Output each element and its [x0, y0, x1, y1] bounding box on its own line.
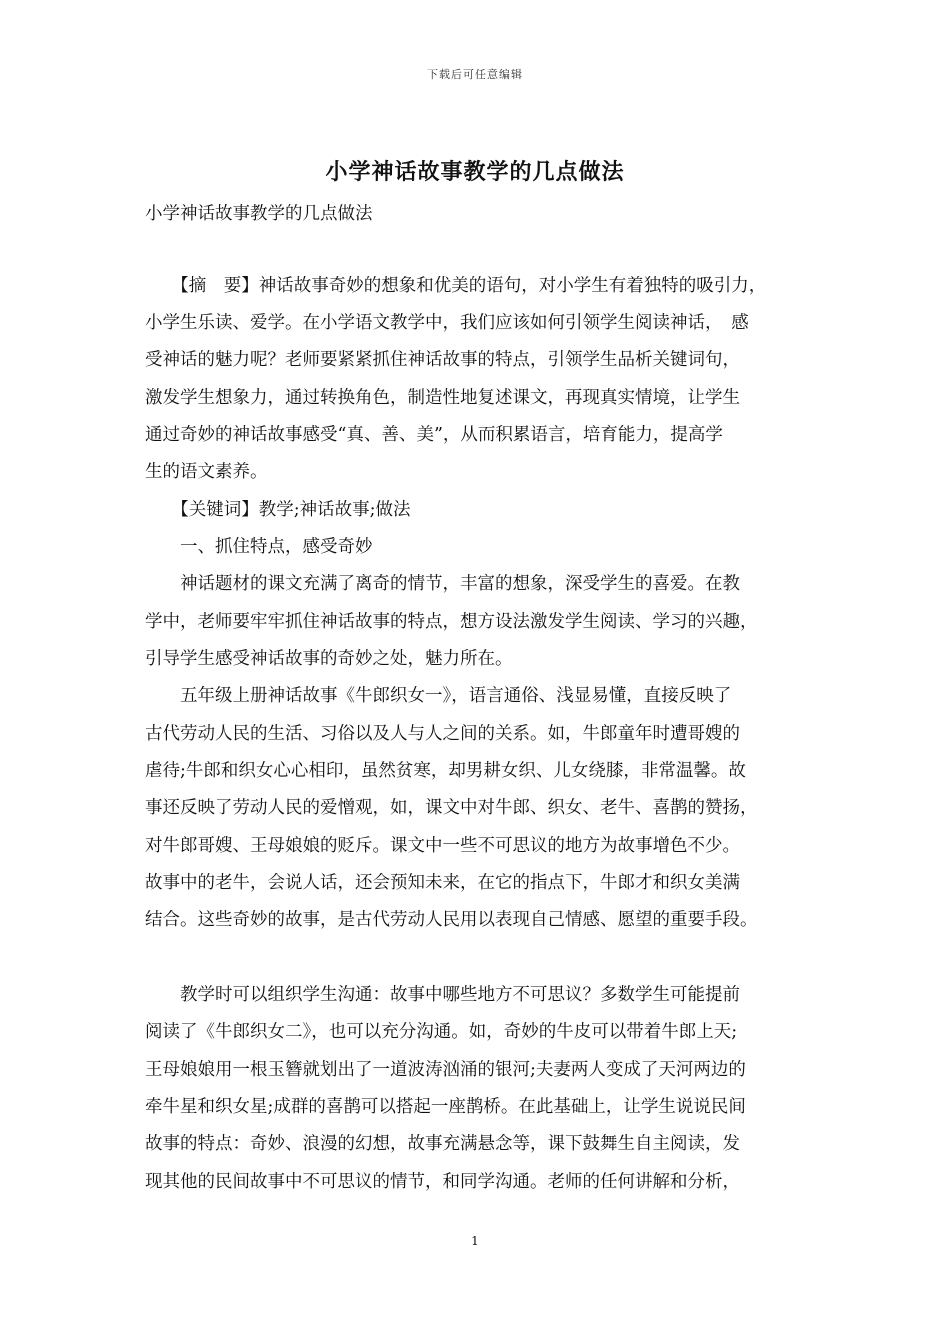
- body-line: 故事中的老牛，会说人话，还会预知未来，在它的指点下，牛郎才和织女美满: [145, 873, 740, 893]
- body-line: 阅读了《牛郎织女二》，也可以充分沟通。如，奇妙的牛皮可以带着牛郎上天;: [145, 1022, 738, 1042]
- document-subtitle: 小学神话故事教学的几点做法: [145, 204, 373, 224]
- body-line: 虐待;牛郎和织女心心相印，虽然贫寒，却男耕女织、儿女绕膝，非常温馨。故: [145, 761, 746, 781]
- body-line: 引导学生感受神话故事的奇妙之处，魅力所在。: [145, 649, 513, 669]
- body-line: 结合。这些奇妙的故事，是古代劳动人民用以表现自己情感、愿望的重要手段。: [145, 910, 758, 930]
- body-line: 五年级上册神话故事《牛郎织女一》，语言通俗、浅显易懂，直接反映了: [145, 686, 732, 706]
- body-line: 通过奇妙的神话故事感受“真、善、美”，从而积累语言，培育能力，提高学: [145, 425, 723, 445]
- body-line: 故事的特点：奇妙、浪漫的幻想，故事充满悬念等，课下鼓舞生自主阅读，发: [145, 1134, 740, 1154]
- body-line: 激发学生想象力，通过转换角色，制造性地复述课文，再现真实情境，让学生: [145, 388, 740, 408]
- body-line: 【摘 要】神话故事奇妙的想象和优美的语句，对小学生有着独特的吸引力，: [145, 276, 767, 296]
- header-note: 下载后可任意编辑: [427, 68, 523, 81]
- body-line: 古代劳动人民的生活、习俗以及人与人之间的关系。如，牛郎童年时遭哥嫂的: [145, 724, 740, 744]
- body-line: 现其他的民间故事中不可思议的情节，和同学沟通。老师的任何讲解和分析，: [145, 1172, 740, 1192]
- body-line: 牵牛星和织女星;成群的喜鹊可以搭起一座鹊桥。在此基础上，让学生说说民间: [145, 1097, 746, 1117]
- body-line: 王母娘娘用一根玉簪就划出了一道波涛汹涌的银河;夫妻两人变成了天河两边的: [145, 1060, 746, 1080]
- document-title: 小学神话故事教学的几点做法: [325, 159, 625, 185]
- body-line: 学中，老师要牢牢抓住神话故事的特点，想方设法激发学生阅读、学习的兴趣，: [145, 612, 758, 632]
- body-line: 【关键词】教学;神话故事;做法: [145, 500, 411, 520]
- body-line: 神话题材的课文充满了离奇的情节，丰富的想象，深受学生的喜爱。在教: [145, 574, 740, 594]
- body-line: 生的语文素养。: [145, 462, 268, 482]
- body-line: 对牛郎哥嫂、王母娘娘的贬斥。课文中一些不可思议的地方为故事增色不少。: [145, 836, 740, 856]
- body-line: 一、抓住特点，感受奇妙: [145, 537, 373, 557]
- body-line: 受神话的魅力呢？老师要紧紧抓住神话故事的特点，引领学生品析关键词句，: [145, 350, 740, 370]
- body-line: 小学生乐读、爱学。在小学语文教学中，我们应该如何引领学生阅读神话， 感: [145, 313, 749, 333]
- body-line: 教学时可以组织学生沟通：故事中哪些地方不可思议？多数学生可能提前: [145, 985, 740, 1005]
- page-number: 1: [471, 1234, 479, 1248]
- body-line: 事还反映了劳动人民的爱憎观，如，课文中对牛郎、织女、老牛、喜鹊的赞扬，: [145, 798, 758, 818]
